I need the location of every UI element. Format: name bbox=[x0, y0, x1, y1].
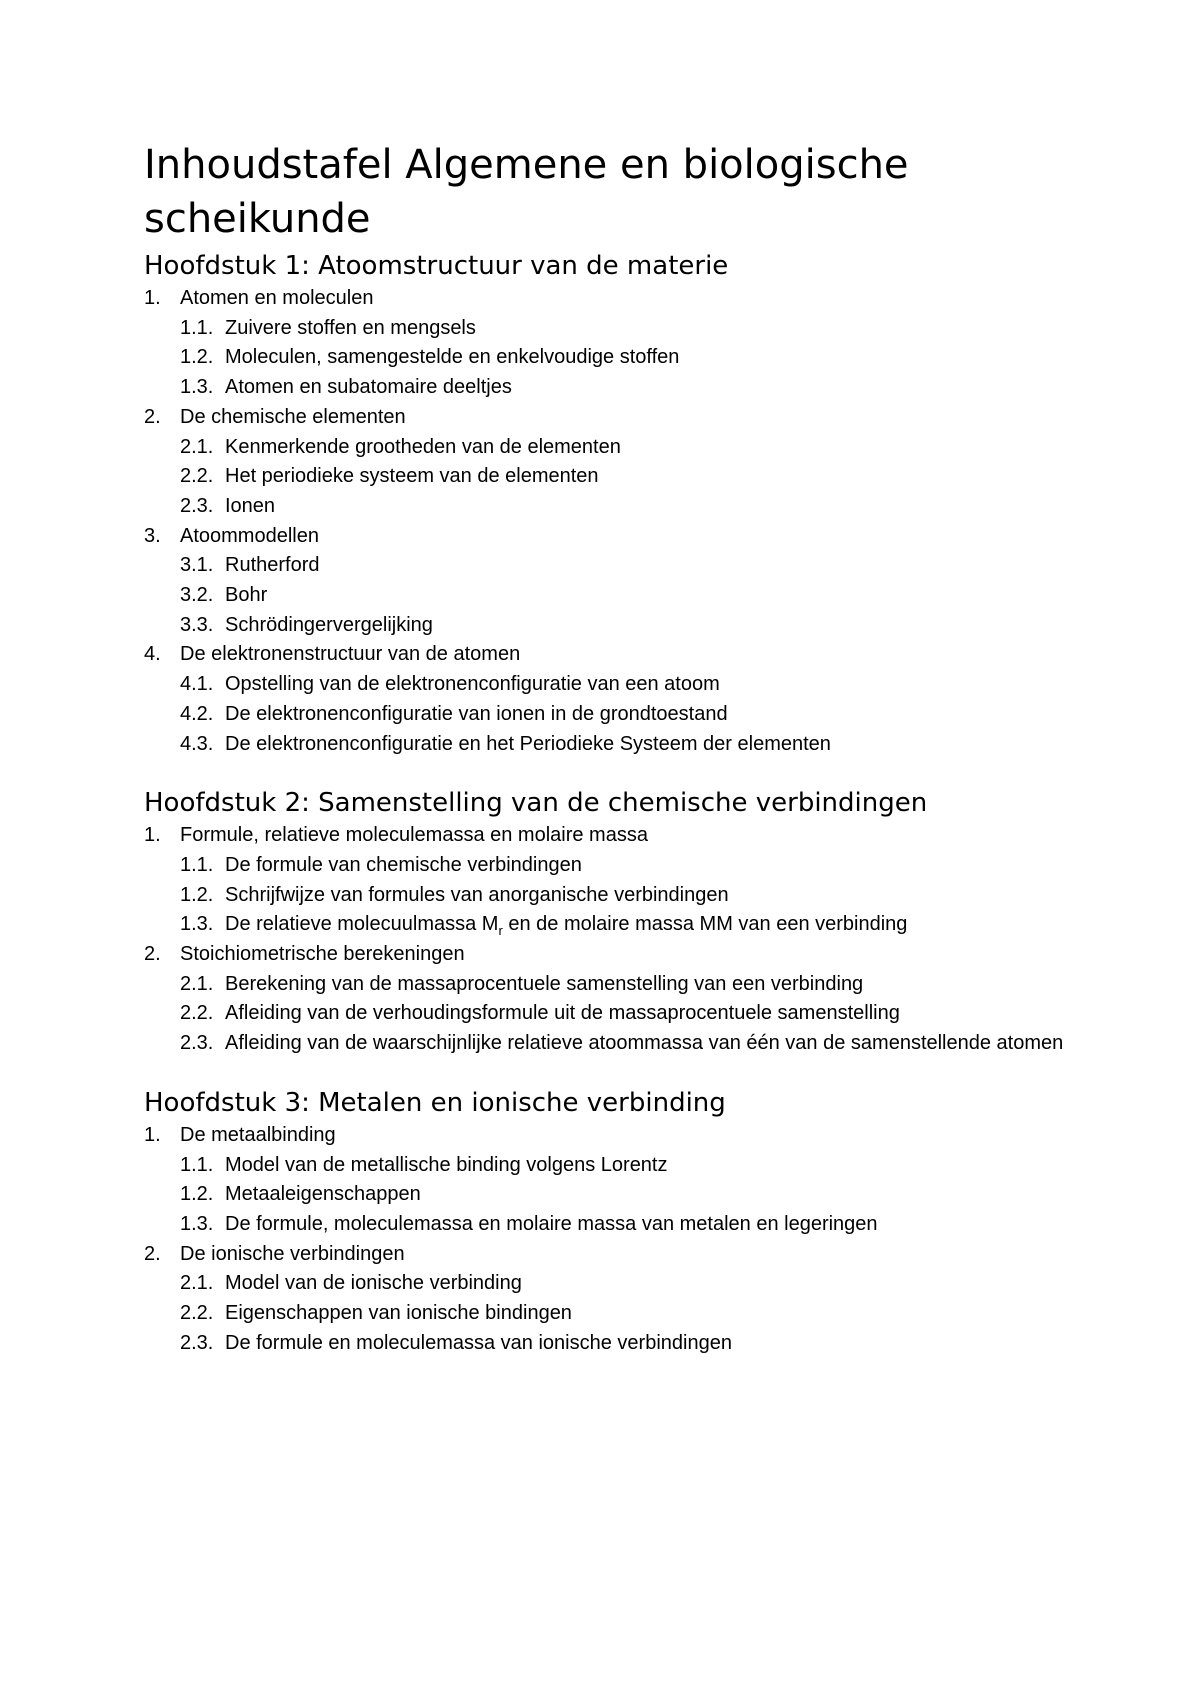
section-title: Stoichiometrische berekeningen bbox=[180, 943, 465, 966]
subsection-list bbox=[144, 551, 1064, 640]
subsection-number: 4.2. bbox=[180, 702, 214, 725]
subsection-title: De elektronenconfiguratie van ionen in de grondtoestand bbox=[225, 702, 728, 725]
subsection-item bbox=[144, 433, 1064, 463]
subsection-number: 2.2. bbox=[180, 465, 214, 488]
subsection-number: 2.1. bbox=[180, 435, 214, 458]
subsection-number: 4.3. bbox=[180, 732, 214, 755]
section-row bbox=[144, 821, 1064, 851]
subsection-item bbox=[144, 581, 1064, 611]
subsection-number: 4.1. bbox=[180, 673, 214, 696]
subsection-title: Metaaleigenschappen bbox=[225, 1183, 421, 1206]
subsection-item bbox=[144, 314, 1064, 344]
section-list bbox=[144, 821, 1064, 1059]
subsection-number: 2.1. bbox=[180, 972, 214, 995]
subsection-title: Schrödingervergelijking bbox=[225, 613, 433, 636]
subsection-title bbox=[225, 910, 1064, 940]
subsection-item bbox=[144, 462, 1064, 492]
section-number: 2. bbox=[144, 1242, 161, 1265]
chapter-heading: Hoofdstuk 1: Atoomstructuur van de materie bbox=[144, 251, 729, 281]
subsection-number: 1.1. bbox=[180, 316, 214, 339]
subsection-list bbox=[144, 314, 1064, 403]
subsection-number: 1.3. bbox=[180, 1212, 214, 1235]
subsection-item bbox=[144, 343, 1064, 373]
section-row bbox=[144, 1240, 1064, 1270]
subsection-title: Afleiding van de verhoudingsformule uit de massaprocentuele samenstelling bbox=[225, 1002, 900, 1025]
section-row bbox=[144, 940, 1064, 970]
subsection-item bbox=[144, 970, 1064, 1000]
section-number: 3. bbox=[144, 524, 161, 547]
subsection-title: Bohr bbox=[225, 584, 268, 607]
section-number: 1. bbox=[144, 287, 161, 309]
subsection-number: 1.2. bbox=[180, 1183, 214, 1206]
section-item bbox=[144, 522, 1064, 641]
subsection-number: 3.1. bbox=[180, 554, 214, 577]
section-number: 2. bbox=[144, 405, 161, 428]
subsection-title: Afleiding van de waarschijnlijke relatieve atoommassa van één van de samenstellende atomen bbox=[225, 1032, 1064, 1055]
chapter-heading: Hoofdstuk 2: Samenstelling van de chemische verbindingen bbox=[144, 788, 928, 819]
subsection-list bbox=[144, 1151, 1064, 1240]
subsection-number: 1.3. bbox=[180, 913, 214, 936]
subsection-item bbox=[144, 910, 1064, 940]
subsection-item bbox=[144, 492, 1064, 522]
section-list bbox=[144, 1121, 1064, 1359]
subsection-item bbox=[144, 670, 1064, 700]
section-title: De chemische elementen bbox=[180, 405, 406, 428]
section-item bbox=[144, 1121, 1064, 1240]
subscript-text: r bbox=[498, 923, 503, 939]
section-title: De elektronenstructuur van de atomen bbox=[180, 643, 521, 666]
subsection-list bbox=[144, 433, 1064, 522]
section-item bbox=[144, 1240, 1064, 1359]
subsection-number: 1.3. bbox=[180, 376, 214, 399]
subsection-item bbox=[144, 1269, 1064, 1299]
subsection-item bbox=[144, 551, 1064, 581]
subsection-list bbox=[144, 851, 1064, 940]
section-title: Atoommodellen bbox=[180, 524, 319, 547]
subsection-item bbox=[144, 700, 1064, 730]
subsection-item bbox=[144, 730, 1064, 760]
chapter-2 bbox=[144, 785, 1064, 1059]
section-item bbox=[144, 940, 1064, 1059]
subsection-number: 2.2. bbox=[180, 1002, 214, 1025]
section-number: 1. bbox=[144, 1123, 161, 1146]
section-row bbox=[144, 640, 1064, 670]
section-item bbox=[144, 284, 1064, 403]
subsection-title-part: en de molaire massa MM van een verbinding bbox=[502, 913, 908, 936]
subsection-item bbox=[144, 1180, 1064, 1210]
subsection-title: Ionen bbox=[225, 494, 276, 517]
subsection-title: Model van de metallische binding volgens Lorentz bbox=[225, 1153, 668, 1176]
subsection-number: 1.1. bbox=[180, 1153, 214, 1176]
subsection-number: 1.1. bbox=[180, 853, 214, 876]
subsection-list bbox=[144, 970, 1064, 1059]
section-title: De metaalbinding bbox=[180, 1123, 336, 1146]
subsection-item bbox=[144, 1210, 1064, 1240]
document-page bbox=[144, 138, 1064, 1359]
subsection-item bbox=[144, 1151, 1064, 1181]
subsection-title: Atomen en subatomaire deeltjes bbox=[225, 376, 512, 399]
subsection-title: De formule, moleculemassa en molaire massa van metalen en legeringen bbox=[225, 1212, 878, 1235]
section-title: Formule, relatieve moleculemassa en molaire massa bbox=[180, 824, 648, 847]
section-list bbox=[144, 284, 1064, 759]
subsection-title: De formule van chemische verbindingen bbox=[225, 853, 582, 876]
chapter-1 bbox=[144, 248, 1064, 759]
section-title: Atomen en moleculen bbox=[180, 287, 374, 309]
subsection-title: Opstelling van de elektronenconfiguratie van een atoom bbox=[225, 673, 720, 696]
document-title: Inhoudstafel Algemene en biologische scheikunde bbox=[144, 142, 909, 242]
section-row bbox=[144, 522, 1064, 552]
subsection-title: Model van de ionische verbinding bbox=[225, 1272, 522, 1295]
subsection-number: 1.2. bbox=[180, 883, 214, 906]
subsection-item bbox=[144, 373, 1064, 403]
subsection-list bbox=[144, 1269, 1064, 1358]
subsection-title: Moleculen, samengestelde en enkelvoudige stoffen bbox=[225, 346, 680, 369]
subsection-item bbox=[144, 1029, 1064, 1059]
subsection-title-part: De relatieve molecuulmassa M bbox=[225, 913, 499, 936]
chapter-heading: Hoofdstuk 3: Metalen en ionische verbinding bbox=[144, 1087, 726, 1118]
section-title: De ionische verbindingen bbox=[180, 1242, 405, 1265]
section-item bbox=[144, 640, 1064, 759]
section-item bbox=[144, 821, 1064, 940]
subsection-title: De formule en moleculemassa van ionische verbindingen bbox=[225, 1331, 732, 1354]
subsection-number: 2.3. bbox=[180, 1032, 214, 1055]
subsection-title: Berekening van de massaprocentuele samenstelling van een verbinding bbox=[225, 972, 864, 995]
subsection-list bbox=[144, 670, 1064, 759]
subsection-title: De elektronenconfiguratie en het Periodieke Systeem der elementen bbox=[225, 732, 831, 755]
subsection-title: Rutherford bbox=[225, 554, 320, 577]
subsection-number: 2.3. bbox=[180, 494, 214, 517]
subsection-title: Kenmerkende grootheden van de elementen bbox=[225, 435, 621, 458]
chapter-3 bbox=[144, 1085, 1064, 1359]
section-number: 1. bbox=[144, 824, 161, 847]
subsection-item bbox=[144, 1329, 1064, 1359]
subsection-title: Eigenschappen van ionische bindingen bbox=[225, 1302, 572, 1325]
subsection-item bbox=[144, 851, 1064, 881]
subsection-item bbox=[144, 611, 1064, 641]
subsection-number: 2.3. bbox=[180, 1331, 214, 1354]
subsection-title: Zuivere stoffen en mengsels bbox=[225, 316, 476, 339]
subsection-item bbox=[144, 881, 1064, 911]
section-row bbox=[144, 1121, 1064, 1151]
subsection-item bbox=[144, 999, 1064, 1029]
table-of-contents bbox=[144, 248, 1064, 1359]
subsection-number: 3.2. bbox=[180, 584, 214, 607]
subsection-number: 2.2. bbox=[180, 1302, 214, 1325]
subsection-item bbox=[144, 1299, 1064, 1329]
section-row bbox=[144, 284, 1064, 314]
subsection-number: 1.2. bbox=[180, 346, 214, 369]
subsection-title: Schrijfwijze van formules van anorganische verbindingen bbox=[225, 883, 729, 906]
subsection-number: 3.3. bbox=[180, 613, 214, 636]
section-number: 2. bbox=[144, 943, 161, 966]
section-item bbox=[144, 403, 1064, 522]
section-number: 4. bbox=[144, 643, 161, 666]
section-row bbox=[144, 403, 1064, 433]
subsection-title: Het periodieke systeem van de elementen bbox=[225, 465, 599, 488]
subsection-number: 2.1. bbox=[180, 1272, 214, 1295]
